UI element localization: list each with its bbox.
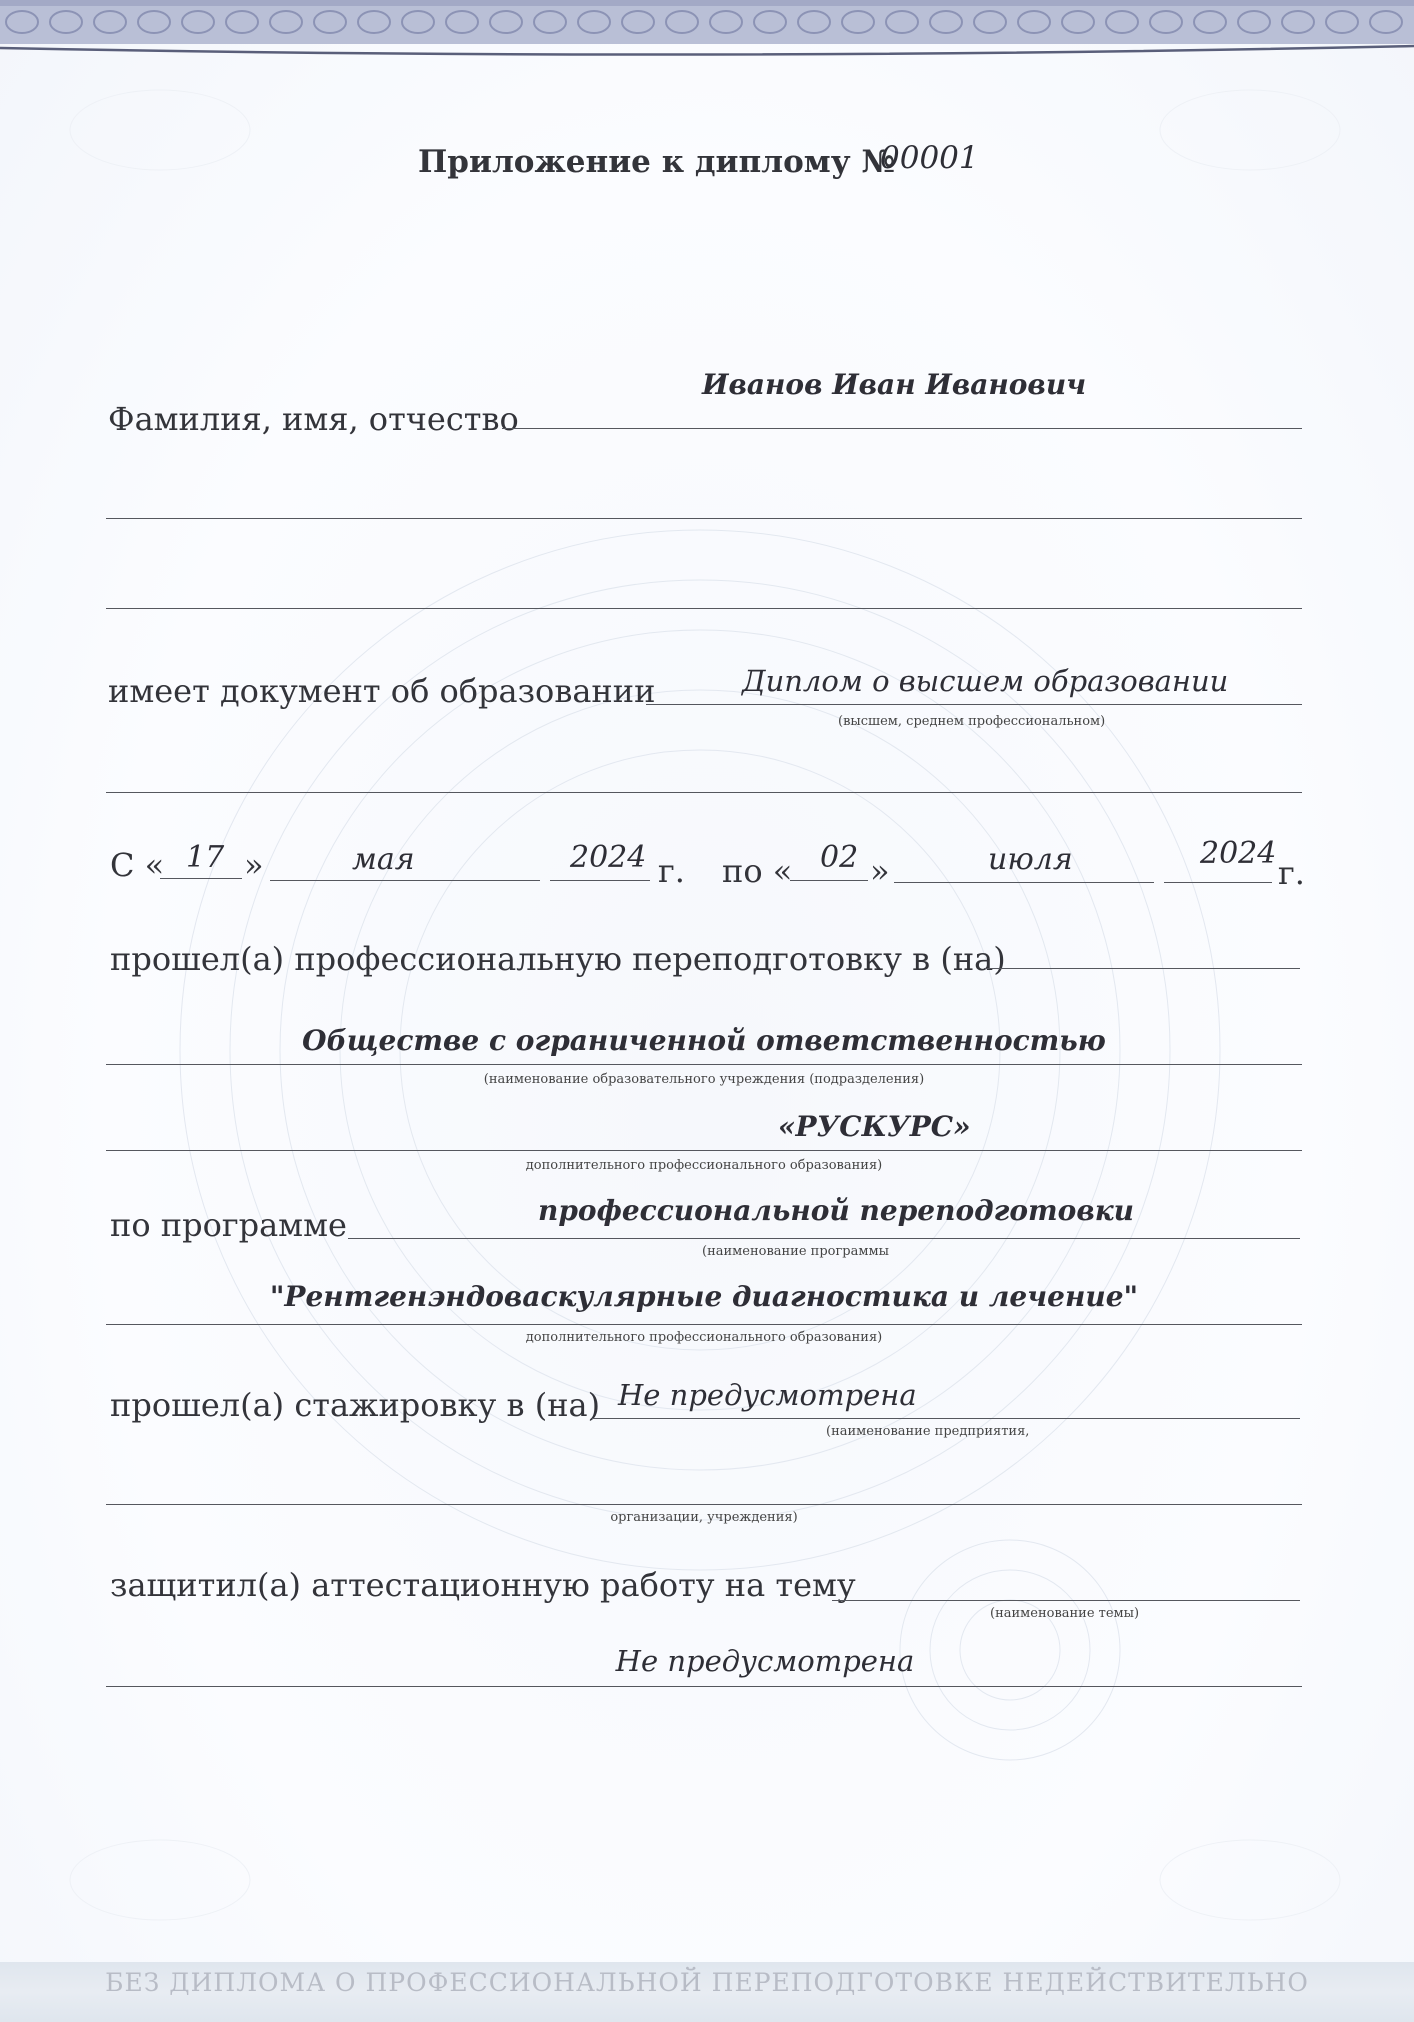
retraining-line2 bbox=[106, 1150, 1302, 1151]
date-to-month-line bbox=[894, 882, 1154, 883]
diploma-number: 00001 bbox=[880, 140, 979, 176]
date-from-year-suffix: г. bbox=[658, 852, 685, 890]
program-line1: профессиональной переподготовки bbox=[538, 1194, 1135, 1227]
fio-value: Иванов Иван Иванович bbox=[702, 368, 1087, 401]
thesis-underline bbox=[832, 1600, 1300, 1601]
program-label: по программе bbox=[110, 1206, 347, 1244]
date-to-quote: » bbox=[870, 852, 890, 890]
date-to-year: 2024 bbox=[1200, 836, 1277, 871]
date-to-year-suffix: г. bbox=[1278, 854, 1305, 892]
retraining-org-line2: «РУСКУРС» bbox=[778, 1110, 971, 1143]
blank-line-3 bbox=[106, 792, 1302, 793]
blank-line-1 bbox=[106, 518, 1302, 519]
internship-line2 bbox=[106, 1504, 1302, 1505]
date-from-day: 17 bbox=[186, 840, 225, 875]
date-to-month: июля bbox=[988, 842, 1073, 877]
date-from-quote: » bbox=[244, 846, 264, 884]
education-hint: (высшем, среднем профессиональном) bbox=[838, 714, 1106, 729]
date-to-day: 02 bbox=[820, 840, 859, 875]
thesis-hint: (наименование темы) bbox=[990, 1606, 1140, 1621]
thesis-line2 bbox=[106, 1686, 1302, 1687]
fio-label: Фамилия, имя, отчество bbox=[108, 400, 519, 438]
date-from-day-line bbox=[160, 878, 242, 879]
thesis-value: Не предусмотрена bbox=[615, 1644, 915, 1678]
date-from-year: 2024 bbox=[570, 840, 647, 875]
program-hint1: (наименование программы bbox=[702, 1244, 889, 1259]
internship-label: прошел(а) стажировку в (на) bbox=[110, 1386, 601, 1424]
retraining-underline bbox=[984, 968, 1300, 969]
program-line2: "Рентгенэндоваскулярные диагностика и лечение" bbox=[269, 1280, 1139, 1313]
education-label: имеет документ об образовании bbox=[108, 672, 656, 710]
date-from-month-line bbox=[270, 880, 540, 881]
retraining-line1 bbox=[106, 1064, 1302, 1065]
program-underline bbox=[348, 1238, 1300, 1239]
retraining-label: прошел(а) профессиональную переподготовку в (на) bbox=[110, 940, 1006, 978]
blank-line-2 bbox=[106, 608, 1302, 609]
retraining-hint2: дополнительного профессионального образования) bbox=[525, 1158, 883, 1173]
education-value: Диплом о высшем образовании bbox=[742, 664, 1229, 698]
retraining-org-line1: Обществе с ограниченной ответственностью bbox=[302, 1024, 1106, 1057]
education-underline bbox=[646, 704, 1302, 705]
internship-underline bbox=[592, 1418, 1300, 1419]
document-title: Приложение к диплому № bbox=[418, 144, 896, 180]
thesis-label: защитил(а) аттестационную работу на тему bbox=[110, 1566, 856, 1604]
date-to-day-line bbox=[790, 880, 868, 881]
date-from-year-line bbox=[550, 880, 650, 881]
program-line2-underline bbox=[106, 1324, 1302, 1325]
retraining-hint1: (наименование образовательного учреждения (подразделения) bbox=[483, 1072, 925, 1087]
date-to-year-line bbox=[1164, 882, 1272, 883]
program-hint2: дополнительного профессионального образования) bbox=[525, 1330, 883, 1345]
internship-hint2: организации, учреждения) bbox=[610, 1510, 798, 1525]
date-from-month: мая bbox=[352, 842, 415, 877]
footer-warning: БЕЗ ДИПЛОМА О ПРОФЕССИОНАЛЬНОЙ ПЕРЕПОДГОТОВКЕ НЕДЕЙСТВИТЕЛЬНО bbox=[105, 1968, 1309, 1997]
internship-hint1: (наименование предприятия, bbox=[826, 1424, 1030, 1439]
internship-value: Не предусмотрена bbox=[618, 1378, 917, 1412]
fio-underline bbox=[502, 428, 1302, 429]
date-from-prefix: С « bbox=[110, 846, 165, 884]
date-to-prefix: по « bbox=[722, 852, 793, 890]
top-ornament-border bbox=[0, 0, 1414, 58]
